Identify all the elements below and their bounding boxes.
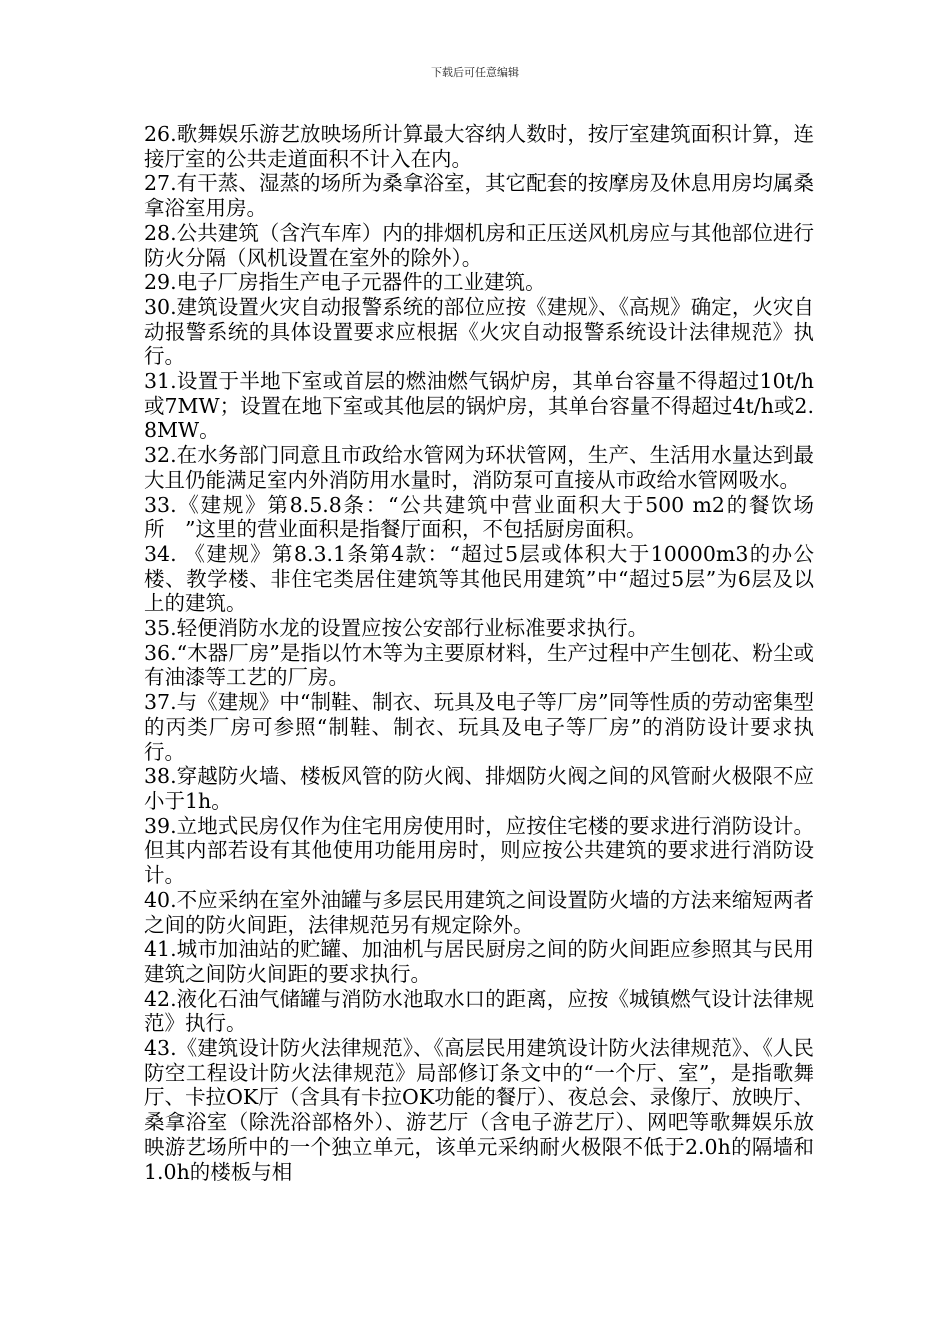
paragraph-40: 40.不应采纳在室外油罐与多层民用建筑之间设置防火墙的方法来缩短两者之间的防火间距，法律规范另有规定除外。 [144,887,814,937]
paragraph-31: 31.设置于半地下室或首层的燃油燃气锅炉房，其单台容量不得超过10t/h或7MW；设置在地下室或其他层的锅炉房，其单台容量不得超过4t/h或2.8MW。 [144,369,814,443]
paragraph-32: 32.在水务部门同意且市政给水管网为环状管网，生产、生活用水量达到最大且仍能满足室内外消防用水量时，消防泵可直接从市政给水管网吸水。 [144,443,814,492]
paragraph-27: 27.有干蒸、湿蒸的场所为桑拿浴室，其它配套的按摩房及休息用房均属桑拿浴室用房。 [144,171,814,221]
paragraph-26: 26.歌舞娱乐游艺放映场所计算最大容纳人数时，按厅室建筑面积计算，连接厅室的公共走道面积不计入在内。 [144,122,814,171]
paragraph-42: 42.液化石油气储罐与消防水池取水口的距离，应按《城镇燃气设计法律规范》执行。 [144,986,814,1036]
page-header: 下载后可任意编辑 [431,66,519,79]
paragraph-33: 33.《建规》第8.5.8条：“公共建筑中营业面积大于500 m2的餐饮场所 ”这里的营业面积是指餐厅面积，不包括厨房面积。 [144,492,814,542]
paragraph-29: 29.电子厂房指生产电子元器件的工业建筑。 [144,270,546,295]
paragraph-36: 36.“木器厂房”是指以竹木等为主要原材料，生产过程中产生刨花、粉尘或有油漆等工艺的厂房。 [144,640,814,690]
paragraph-34: 34. 《建规》第8.3.1条第4款：“超过5层或体积大于10000m3的办公楼、教学楼、非住宅类居住建筑等其他民用建筑”中“超过5层”为6层及以上的建筑。 [144,541,814,616]
paragraph-38: 38.穿越防火墙、楼板风管的防火阀、排烟防火阀之间的风管耐火极限不应小于1h。 [144,764,814,813]
paragraph-28: 28.公共建筑（含汽车库）内的排烟机房和正压送风机房应与其他部位进行防火分隔（风机设置在室外的除外）。 [144,220,814,270]
paragraph-43: 43.《建筑设计防火法律规范》、《高层民用建筑设计防火法律规范》、《人民防空工程设计防火法律规范》局部修订条文中的“一个厅、室”，是指歌舞厅、卡拉OK厅（含具有卡拉OK功能的餐厅）、夜总会、录像厅、放映厅、桑拿浴室（除洗浴部格外）、游艺厅（含电子游艺厅）、网吧等歌舞娱乐放映游艺场所中的一个独立单元，该单元采纳耐火极限不低于2.0h的隔墙和1.0h的楼板与相 [144,1036,814,1184]
paragraph-30: 30.建筑设置火灾自动报警系统的部位应按《建规》、《高规》确定，火灾自动报警系统的具体设置要求应根据《火灾自动报警系统设计法律规范》执行。 [144,294,814,369]
paragraph-39: 39.立地式民房仅作为住宅用房使用时，应按住宅楼的要求进行消防设计。但其内部若设有其他使用功能用房时，则应按公共建筑的要求进行消防设计。 [144,813,814,888]
document-body [144,122,814,1184]
paragraph-35: 35.轻便消防水龙的设置应按公安部行业标准要求执行。 [144,616,649,641]
paragraph-41: 41.城市加油站的贮罐、加油机与居民厨房之间的防火间距应参照其与民用建筑之间防火间距的要求执行。 [144,937,814,986]
paragraph-37: 37.与《建规》中“制鞋、制衣、玩具及电子等厂房”同等性质的劳动密集型的丙类厂房可参照“制鞋、制衣、玩具及电子等厂房”的消防设计要求执行。 [144,690,814,764]
